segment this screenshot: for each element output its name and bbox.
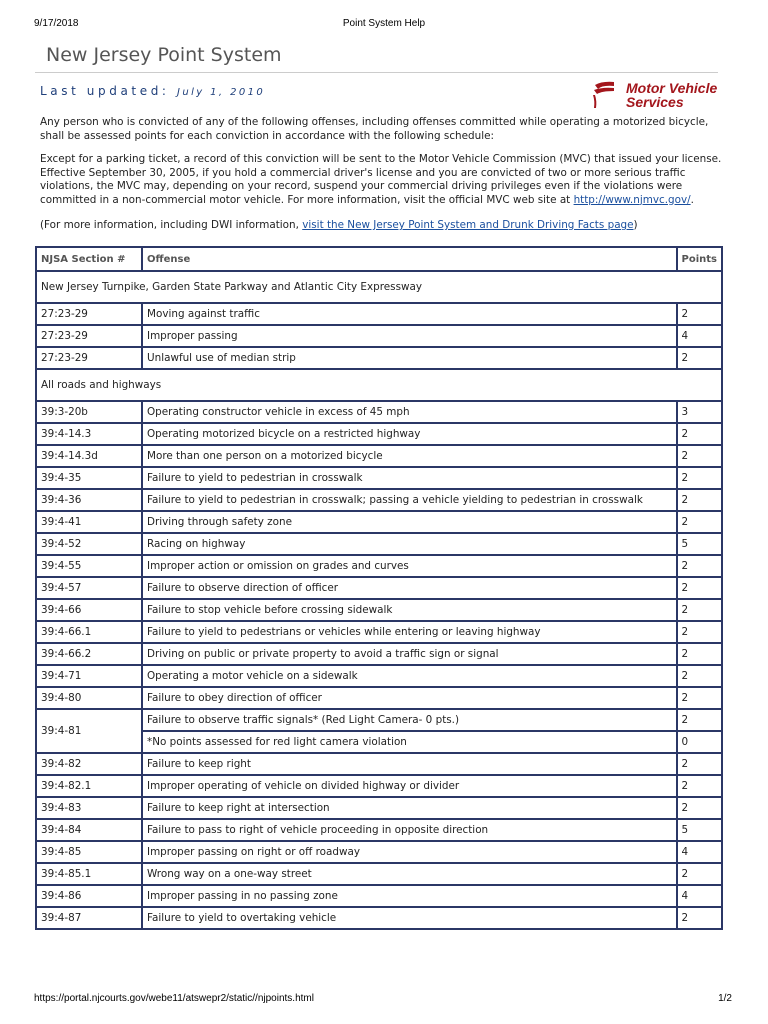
points-cell: 2 <box>677 467 722 489</box>
table-row <box>36 709 722 731</box>
points-cell: 4 <box>677 885 722 907</box>
section-cell: 39:4-83 <box>36 797 142 819</box>
points-cell: 0 <box>677 731 722 753</box>
page-number: 1/2 <box>718 993 732 1004</box>
dwi-paragraph <box>40 219 728 233</box>
offense-cell: Failure to observe direction of officer <box>142 577 677 599</box>
print-footer <box>34 993 732 1004</box>
swoosh-icon <box>592 81 614 109</box>
offense-cell: Failure to yield to pedestrians or vehicles while entering or leaving highway <box>142 621 677 643</box>
period: . <box>690 193 694 206</box>
section-cell: 39:4-14.3d <box>36 445 142 467</box>
section-cell: 27:23-29 <box>36 347 142 369</box>
table-row <box>36 511 722 533</box>
table-group-row <box>36 369 722 401</box>
section-cell: 39:4-52 <box>36 533 142 555</box>
section-cell: 39:4-82.1 <box>36 775 142 797</box>
offense-cell: Racing on highway <box>142 533 677 555</box>
points-cell: 2 <box>677 599 722 621</box>
points-cell: 2 <box>677 643 722 665</box>
table-row <box>36 303 722 325</box>
offense-cell: Failure to yield to pedestrian in crosswalk <box>142 467 677 489</box>
last-updated <box>40 84 265 98</box>
title-divider <box>35 72 718 73</box>
table-row <box>36 775 722 797</box>
points-cell: 2 <box>677 709 722 731</box>
footer-url: https://portal.njcourts.gov/webe11/atswepr2/static//njpoints.html <box>34 993 314 1004</box>
offense-cell: Unlawful use of median strip <box>142 347 677 369</box>
section-cell: 39:4-55 <box>36 555 142 577</box>
section-cell: 39:3-20b <box>36 401 142 423</box>
offense-cell: Failure to obey direction of officer <box>142 687 677 709</box>
points-cell: 2 <box>677 347 722 369</box>
table-header-row <box>36 247 722 271</box>
offense-cell: Failure to pass to right of vehicle proceeding in opposite direction <box>142 819 677 841</box>
drunk-driving-facts-link[interactable]: visit the New Jersey Point System and Drunk Driving Facts page <box>302 219 634 231</box>
table-row <box>36 533 722 555</box>
dwi-text: (For more information, including DWI information, <box>40 219 303 231</box>
mvc-logo <box>590 78 730 114</box>
table-row <box>36 907 722 929</box>
table-row <box>36 347 722 369</box>
table-group-row <box>36 271 722 303</box>
offense-cell: Failure to observe traffic signals* (Red Light Camera- 0 pts.) <box>142 709 677 731</box>
points-cell: 2 <box>677 489 722 511</box>
section-cell: 39:4-66 <box>36 599 142 621</box>
section-cell: 27:23-29 <box>36 303 142 325</box>
table-row <box>36 467 722 489</box>
last-updated-date: July 1, 2010 <box>176 87 266 98</box>
table-row <box>36 885 722 907</box>
last-updated-label: Last updated: <box>40 84 170 98</box>
section-cell: 39:4-82 <box>36 753 142 775</box>
section-cell: 39:4-35 <box>36 467 142 489</box>
section-cell: 39:4-85.1 <box>36 863 142 885</box>
section-cell: 39:4-71 <box>36 665 142 687</box>
offense-cell: Improper action or omission on grades and curves <box>142 555 677 577</box>
points-cell: 5 <box>677 819 722 841</box>
group-label: All roads and highways <box>36 369 722 401</box>
offense-cell: Driving through safety zone <box>142 511 677 533</box>
points-cell: 2 <box>677 665 722 687</box>
mvc-paragraph-text: Except for a parking ticket, a record of this conviction will be sent to the Motor Vehicle Commission (MVC) that issued your license. Effective September 30, 2005, if you hold a commercial driver's license and you are convicted of two or more serious traffic violations, the MVC may, depending on your record, suspend your commercial driving privileges even if the violations were committed in a non-commercial motor vehicle. For more information, visit the official MVC web site at <box>40 153 722 206</box>
table-row <box>36 665 722 687</box>
table-row <box>36 445 722 467</box>
table-row <box>36 687 722 709</box>
header-offense: Offense <box>142 247 677 271</box>
logo-line1: Motor Vehicle <box>626 80 718 96</box>
offense-cell: Operating a motor vehicle on a sidewalk <box>142 665 677 687</box>
section-cell: 39:4-87 <box>36 907 142 929</box>
table-row <box>36 599 722 621</box>
table-row <box>36 401 722 423</box>
close-paren: ) <box>633 219 638 231</box>
section-cell: 27:23-29 <box>36 325 142 347</box>
points-cell: 2 <box>677 753 722 775</box>
table-row <box>36 643 722 665</box>
points-cell: 2 <box>677 577 722 599</box>
section-cell: 39:4-14.3 <box>36 423 142 445</box>
table-row <box>36 423 722 445</box>
table-row <box>36 797 722 819</box>
section-cell: 39:4-80 <box>36 687 142 709</box>
header-section: NJSA Section # <box>36 247 142 271</box>
offense-cell: Operating motorized bicycle on a restricted highway <box>142 423 677 445</box>
section-cell: 39:4-84 <box>36 819 142 841</box>
section-cell: 39:4-41 <box>36 511 142 533</box>
print-title: Point System Help <box>342 18 426 29</box>
table-row <box>36 819 722 841</box>
section-cell: 39:4-66.1 <box>36 621 142 643</box>
offense-cell: *No points assessed for red light camera violation <box>142 731 677 753</box>
offense-cell: Failure to yield to pedestrian in crosswalk; passing a vehicle yielding to pedestrian in crosswalk <box>142 489 677 511</box>
offense-cell: Driving on public or private property to avoid a traffic sign or signal <box>142 643 677 665</box>
offense-cell: Moving against traffic <box>142 303 677 325</box>
table-row <box>36 841 722 863</box>
offense-cell: Failure to keep right <box>142 753 677 775</box>
points-cell: 2 <box>677 511 722 533</box>
mvc-paragraph <box>40 153 728 207</box>
offense-cell: Failure to yield to overtaking vehicle <box>142 907 677 929</box>
section-cell: 39:4-86 <box>36 885 142 907</box>
table-row <box>36 621 722 643</box>
points-cell: 2 <box>677 423 722 445</box>
offense-cell: Failure to keep right at intersection <box>142 797 677 819</box>
points-cell: 4 <box>677 841 722 863</box>
section-cell: 39:4-85 <box>36 841 142 863</box>
section-cell: 39:4-81 <box>36 709 142 753</box>
points-cell: 2 <box>677 797 722 819</box>
points-cell: 2 <box>677 775 722 797</box>
points-cell: 2 <box>677 863 722 885</box>
table-row <box>36 577 722 599</box>
offense-cell: Improper passing <box>142 325 677 347</box>
offense-cell: Failure to stop vehicle before crossing sidewalk <box>142 599 677 621</box>
logo-line2: Services <box>626 94 684 110</box>
offense-cell: Improper operating of vehicle on divided highway or divider <box>142 775 677 797</box>
offense-cell: Improper passing in no passing zone <box>142 885 677 907</box>
section-cell: 39:4-36 <box>36 489 142 511</box>
table-row <box>36 489 722 511</box>
offense-cell: Improper passing on right or off roadway <box>142 841 677 863</box>
offense-cell: More than one person on a motorized bicycle <box>142 445 677 467</box>
points-cell: 2 <box>677 555 722 577</box>
group-label: New Jersey Turnpike, Garden State Parkway and Atlantic City Expressway <box>36 271 722 303</box>
points-table <box>35 246 723 930</box>
print-date: 9/17/2018 <box>34 18 79 29</box>
points-cell: 2 <box>677 445 722 467</box>
page-title: New Jersey Point System <box>46 44 282 66</box>
offense-cell: Wrong way on a one-way street <box>142 863 677 885</box>
header-points: Points <box>677 247 722 271</box>
offense-cell: Operating constructor vehicle in excess of 45 mph <box>142 401 677 423</box>
intro-paragraph: Any person who is convicted of any of the following offenses, including offenses committed while operating a motorized bicycle, shall be assessed points for each conviction in accordance with the following schedule: <box>40 116 709 142</box>
points-cell: 5 <box>677 533 722 555</box>
points-cell: 2 <box>677 303 722 325</box>
table-row <box>36 863 722 885</box>
points-cell: 4 <box>677 325 722 347</box>
table-row <box>36 753 722 775</box>
section-cell: 39:4-66.2 <box>36 643 142 665</box>
table-row <box>36 555 722 577</box>
points-cell: 2 <box>677 687 722 709</box>
points-cell: 3 <box>677 401 722 423</box>
points-cell: 2 <box>677 907 722 929</box>
table-row <box>36 325 722 347</box>
section-cell: 39:4-57 <box>36 577 142 599</box>
njmvc-link[interactable]: http://www.njmvc.gov/ <box>573 193 691 206</box>
points-cell: 2 <box>677 621 722 643</box>
